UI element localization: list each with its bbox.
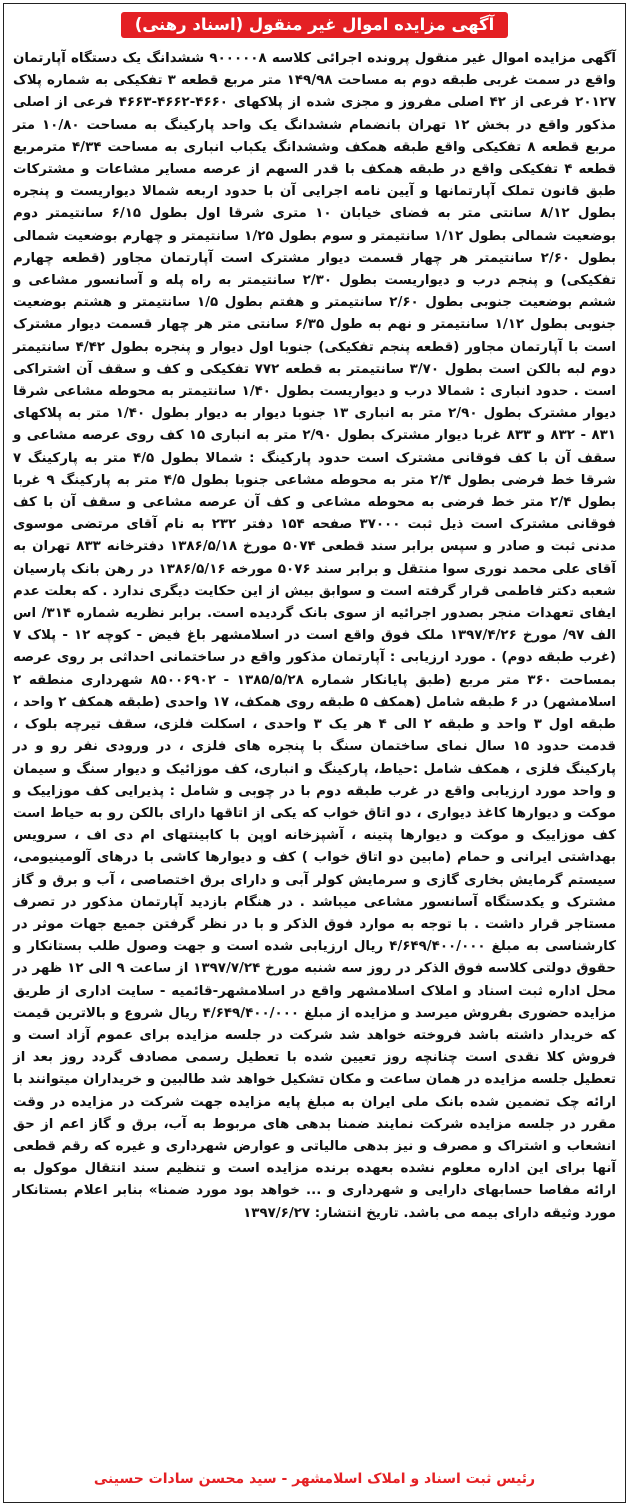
notice-signature: رئیس ثبت اسناد و املاک اسلامشهر - سید محسن سادات حسینی bbox=[93, 1471, 536, 1487]
notice-body: آگهی مزایده اموال غیر منقول پرونده اجرائی کلاسه ۹۰۰۰۰۰۸ ششدانگ یک دستگاه آپارتمان واقع در سمت غربی طبقه دوم به مساحت ۱۴۹/۹۸ متر مربع قطعه ۳ تفکیکی به شماره پلاک ۲۰۱۲۷ فرعی از ۴۲ اصلی مفروز و مجزی شده از پلاکهای ۴۶۶۰-۴۶۶۲-۴۶۶۳ فرعی از اصلی مذکور واقع در بخش ۱۲ تهران بانضمام ششدانگ یک واحد پارکینگ به مساحت ۱۰/۸۰ متر مربع قطعه ۸ تفکیکی واقع طبقه همکف وششدانگ یکباب انباری به مساحت ۴/۳۴ مترمربع قطعه ۴ تفکیکی واقع در طبقه همکف با قدر السهم از عرصه مسایر مشاعات و مشترکات طبق قانون تملک آپارتمانها و آیین نامه اجرایی آن با حدود اربعه شمالا دیواریست و پنجره بطول ۸/۱۲ سانتی متر به فضای خیابان ۱۰ متری شرقا اول بطول ۶/۱۵ سانتیمتر دوم بوضعیت شمالی بطول ۱/۱۲ سانتیمتر و سوم بطول ۱/۲۵ سانتیمتر و چهارم بوضعیت شمالی بطول ۲/۶۰ سانتیمتر هر چهار قسمت دیوار مشترک است آپارتمان مجاور (قطعه چهارم تفکیکی) و پنجم درب و دیواریست بطول ۲/۳۰ سانتیمتر به راه پله و آسانسور مشاعی و ششم بوضعیت جنوبی بطول ۲/۶۰ سانتیمتر و هفتم بطول ۱/۵ سانتیمتر و هشتم بوضعیت جنوبی بطول ۱/۱۲ سانتیمتر و نهم به طول ۶/۳۵ سانتی متر هر چهار قسمت دیوار مشترک است با آپارتمان مجاور (قطعه پنجم تفکیکی) جنوبا اول دیوار و پنجره بطول ۴/۴۲ سانتیمتر دوم لبه بالکن است بطول ۳/۷۰ سانتیمتر به قطعه ۷۷۲ تفکیکی و کف و سقف آن اشتراکی است . حدود انباری : شمالا درب و دیواریست بطول ۱/۴۰ سانتیمتر به محوطه مشاعی شرقا دیوار مشترک بطول ۲/۹۰ متر به انباری ۱۳ جنوبا دیوار به دیوار بطول ۱/۴۰ متر به پلاکهای ۸۳۱ - ۸۳۲ و ۸۳۳ غربا دیوار مشترک بطول ۲/۹۰ متر به انباری ۱۵ کف روی عرصه مشاعی و سقف آن با کف فوقانی مشترک است حدود پارکینگ : شمالا بطول ۴/۵ متر به پارکینگ ۷ شرقا خط فرضی بطول ۲/۴ متر به محوطه مشاعی جنوبا بطول ۴/۵ متر به پارکینگ ۹ غربا بطول ۲/۴ متر خط فرضی به محوطه مشاعی و کف آن عرصه مشاعی و سقف آن با کف فوقانی مشترک است ذیل ثبت ۳۷۰۰۰ صفحه ۱۵۴ دفتر ۲۳۲ به نام آقای مرتضی موسوی مدنی ثبت و صادر و سپس برابر سند قطعی ۵۰۷۴ مورخ ۱۳۸۶/۵/۱۸ دفترخانه ۸۳۳ تهران به آقای علی محمد نوری سوا منتقل و برابر سند ۵۰۷۶ مورخه ۱۳۸۶/۵/۱۶ در رهن بانک پارسیان شعبه دکتر فاطمی قرار گرفته است و سوابق بیش از این حکایت دیگری ندارد . که بعلت عدم ایفای تعهدات منجر بصدور اجرائیه از سوی بانک گردیده است. برابر نظریه شماره ۳۱۴/ اس الف ۹۷/ مورخ ۱۳۹۷/۴/۲۶ ملک فوق واقع است در اسلامشهر باغ فیض - کوچه ۱۲ - پلاک ۷ (غرب طبقه دوم) . مورد ارزیابی : آپارتمان مذکور واقع در ساختمانی احداثی بر روی عرصه بمساحت ۳۶۰ متر مربع (طبق پایانکار شماره ۱۳۸۵/۵/۲۸ - ۸۵۰۰۶۹۰۲ شهرداری منطقه ۲ اسلامشهر) در ۶ طبقه شامل (همکف ۵ طبقه روی همکف، ۱۷ واحدی (طبقه همکف ۲ واحد ، طبقه اول ۳ واحد و طبقه ۲ الی ۴ هر یک ۳ واحدی ، اسکلت فلزی، سقف تیرچه بلوک ، قدمت حدود ۱۵ سال نمای ساختمان سنگ با پنجره های فلزی ، در ورودی نفر رو و در پارکینگ فلزی ، همکف شامل :حیاط، پارکینگ و انباری، کف موزائیک و دیوار سنگ و سیمان و واحد مورد ارزیابی واقع در غرب طبقه دوم با در چوبی و شامل : پذیرایی کف موزاییک و موکت و دیوارها کاغذ دیواری ، دو اتاق خواب که یکی از اتاقها دارای بالکن رو به حیاط است کف موزاییک و موکت و دیوارها پتینه ، آشپزخانه اوپن با کابینتهای ام دی اف ، سرویس بهداشتی ایرانی و حمام (مابین دو اتاق خواب ) کف و دیوارها کاشی با درهای آلومینیومی، سیستم گرمایش بخاری گازی و سرمایش کولر آبی و دارای برق اختصاصی ، آب و برق و گاز مشترک و یکدستگاه آسانسور مشاعی میباشد . در هنگام بازدید آپارتمان مذکور در تصرف مستاجر قرار داشت . با توجه به موارد فوق الذکر و با در نظر گرفتن جمیع جهات موثر در کارشناسی به مبلغ ۴/۶۴۹/۴۰۰/۰۰۰ ریال ارزیابی شده است و جهت وصول طلب بستانکار و حقوق دولتی کلاسه فوق الذکر در روز سه شنبه مورخ ۱۳۹۷/۷/۲۴ از ساعت ۹ الی ۱۲ ظهر در محل اداره ثبت اسناد و املاک اسلامشهر واقع در اسلامشهر-قائمیه - سایت اداری از طریق مزایده حضوری بفروش میرسد و مزایده از مبلغ ۴/۶۴۹/۴۰۰/۰۰۰ ریال شروع و بالاترین قیمت که خریدار داشته باشد فروخته خواهد شد شرکت در جلسه مزایده برای عموم آزاد است و فروش کلا نقدی است چنانچه روز تعیین شده با تعطیل رسمی مصادف گردد روز بعد از تعطیل جلسه مزایده در همان ساعت و مکان تشکیل خواهد شد طالبین و خریداران میتوانند با ارائه چک تضمین شده بانک ملی ایران به مبلغ پایه مزایده جهت شرکت در مزایده در وقت مقرر در جلسه مزایده شرکت نمایند ضمنا بدهی های مربوط به آب، برق و گاز اعم از حق انشعاب و اشتراک و مصرف و نیز بدهی مالیاتی و عوارض شهرداری و غیره که رقم قطعی آنها برای این اداره معلوم نشده بعهده برنده مزایده است و تنظیم سند انتقال موکول به ارائه مفاصا حسابهای دارایی و شهرداری و ... خواهد بود مورد ضمنا» بنابر اعلام بستانکار مورد وثیقه دارای بیمه می باشد. تاریخ انتشار: ۱۳۹۷/۶/۲۷ bbox=[13, 51, 617, 1221]
notice-frame bbox=[3, 3, 626, 1503]
notice-title: آگهی مزایده اموال غیر منقول (اسناد رهنی) bbox=[121, 12, 509, 38]
title-bar bbox=[4, 12, 625, 38]
